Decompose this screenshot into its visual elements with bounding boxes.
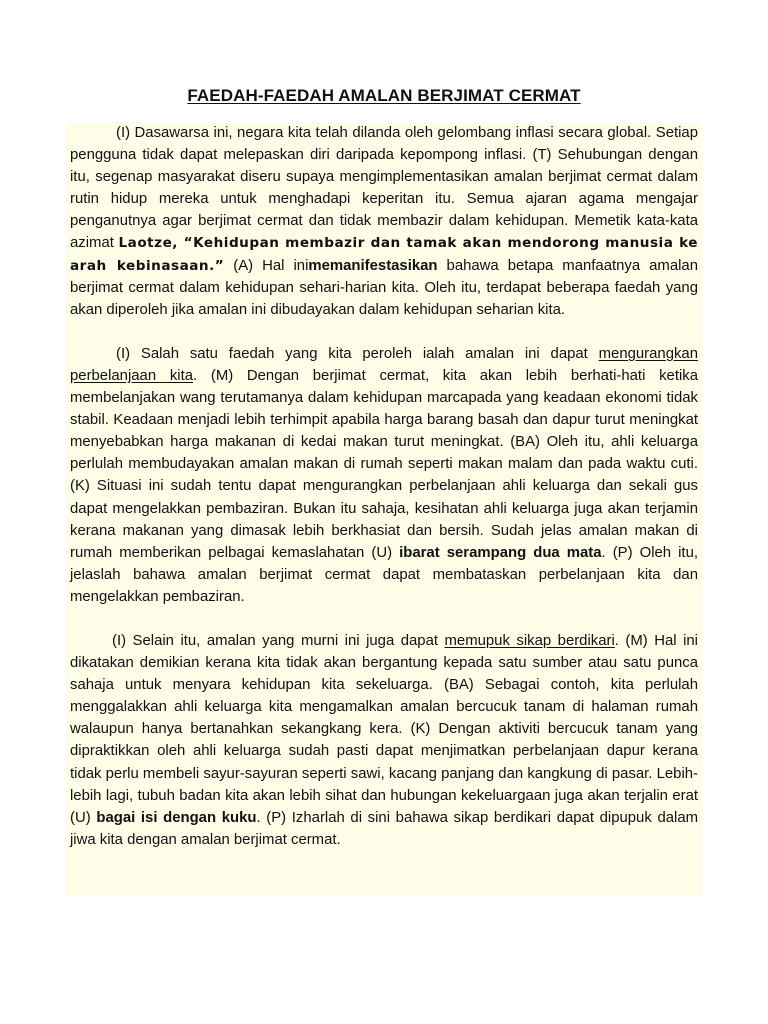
point2-main-idea: memupuk sikap berdikari: [444, 632, 615, 649]
point1-text-3: . (P) Oleh itu, jelaslah bahawa amalan berjimat cermat dapat membataskan perbelanjaan kita dan mengelakkan pembaziran.: [70, 544, 698, 605]
paragraph-spacer: [70, 321, 698, 343]
essay-body: [66, 122, 702, 896]
point1-text: (I) Salah satu faedah yang kita peroleh ialah amalan ini dapat: [116, 345, 599, 362]
point2-idiom: bagai isi dengan kuku: [96, 809, 257, 826]
document-title: FAEDAH-FAEDAH AMALAN BERJIMAT CERMAT: [187, 86, 581, 105]
point2-text-2: . (M) Hal ini dikatakan demikian kerana kita tidak akan bergantung kepada satu sumber atau satu punca sahaja untuk menyara kehidupan kita sekeluarga. (BA) Sebagai contoh, kita perlulah menggalakkan ahli keluarga kita mengamalkan amalan bercucuk tanam di halaman rumah walaupun hanya bertanahkan sekangkang kera. (K) Dengan aktiviti bercucuk tanam yang dipraktikkan oleh ahli keluarga sudah pasti dapat menjimatkan perbelanjaan dapur kerana tidak perlu membeli sayur-sayuran seperti sawi, kacang panjang dan kangkung di pasar. Lebih-lebih lagi, tubuh badan kita akan lebih sihat dan hubungan kekeluargaan juga akan terjalin erat (U): [70, 632, 698, 826]
point1-main-idea: mengurangkan perbelanjaan kita: [70, 345, 698, 384]
paragraph-point-2: [70, 630, 698, 851]
point1-text-2: . (M) Dengan berjimat cermat, kita akan lebih berhati-hati ketika membelanjakan wang terutamanya dalam kehidupan marcapada yang keadaan ekonomi tidak stabil. Keadaan menjadi lebih terhimpit apabila harga barang basah dan dapur turut meningkat menyebabkan harga makanan di kedai makan turut meningkat. (BA) Oleh itu, ahli keluarga perlulah membudayakan amalan makan di rumah seperti makan malam dan pada waktu cuti. (K) Situasi ini sudah tentu dapat mengurangkan perbelanjaan ahli keluarga dan sekali gus dapat mengelakkan pembaziran. Bukan itu sahaja, kesihatan ahli keluarga juga akan terjamin kerana makanan yang dimasak lebih berkhasiat dan bersih. Sudah jelas amalan makan di rumah memberikan pelbagai kemaslahatan (U): [70, 367, 698, 561]
point1-idiom: ibarat serampang dua mata: [399, 544, 602, 561]
intro-text-2: (A) Hal ini: [224, 257, 309, 274]
paragraph-introduction: [70, 122, 698, 321]
intro-text: (I) Dasawarsa ini, negara kita telah dilanda oleh gelombang inflasi secara global. Setiap pengguna tidak dapat melepaskan diri daripada kepompong inflasi. (T) Sehubungan dengan itu, segenap masyarakat diseru supaya mengimplementasikan amalan berjimat cermat dalam rutin hidup mereka untuk menghadapi keperitan itu. Semua ajaran agama mengajar penganutnya agar berjimat cermat dan tidak membazir dalam kehidupan. Memetik kata-kata azimat: [70, 125, 698, 252]
paragraph-point-1: [70, 343, 698, 608]
point2-text-3: . (P) Izharlah di sini bahawa sikap berdikari dapat dipupuk dalam jiwa kita dengan amalan berjimat cermat.: [70, 809, 699, 848]
paragraph-spacer: [70, 608, 698, 630]
point2-text: (I) Selain itu, amalan yang murni ini juga dapat: [112, 632, 445, 649]
bold-keyword: memanifestasikan: [308, 257, 438, 274]
laotze-quote: Laotze, “Kehidupan membazir dan tamak akan mendorong manusia ke arah kebinasaan.”: [70, 235, 698, 274]
intro-text-3: bahawa betapa manfaatnya amalan berjimat cermat dalam kehidupan sehari-harian kita. Oleh itu, terdapat beberapa faedah yang akan diperoleh jika amalan ini dibudayakan dalam kehidupan seharian kita.: [70, 257, 698, 318]
